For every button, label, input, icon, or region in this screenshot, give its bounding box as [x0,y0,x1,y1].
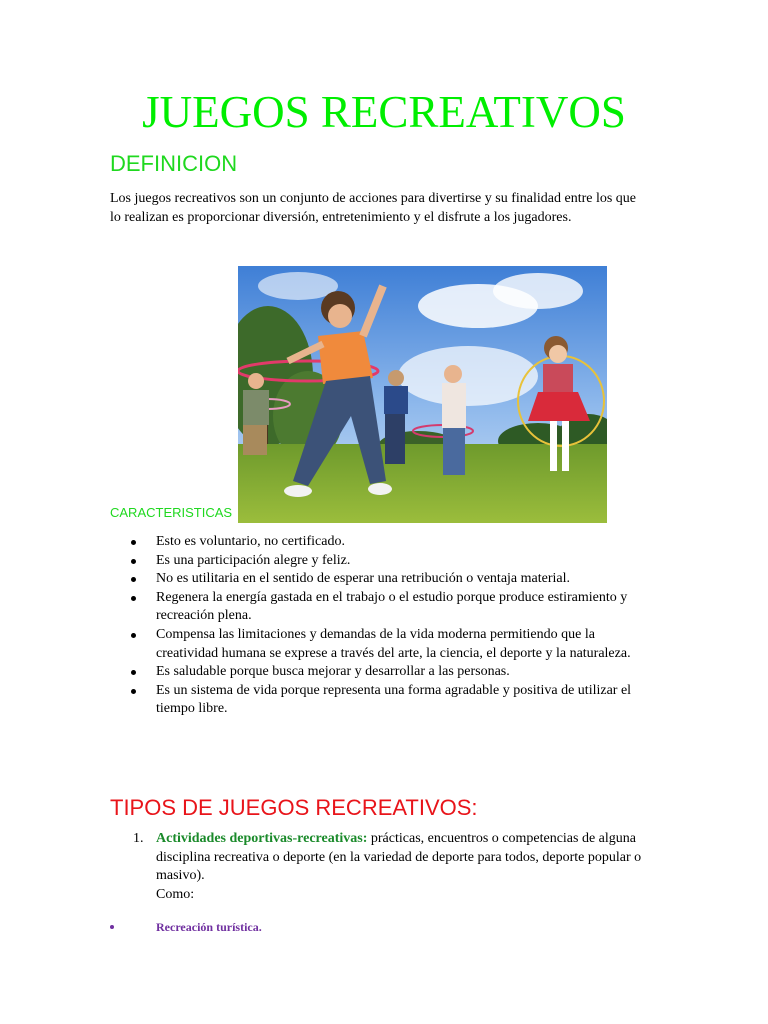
bullet-icon [131,596,136,601]
definicion-heading: DEFINICION [110,151,238,176]
bullet-icon [131,577,136,582]
tipos-item-como: Como: [156,886,195,902]
caracteristicas-heading: CARACTERISTICAS [110,505,233,520]
bullet-icon [110,925,114,929]
list-item-text: Regenera la energía gastada en el trabajo o el estudio porque produce estiramiento y recreación plena. [156,589,628,624]
tipos-heading: TIPOS DE JUEGOS RECREATIVOS: [110,795,478,820]
bullet-icon [131,670,136,675]
sub-item-text: Recreación turística. [156,920,262,934]
list-item-text: Es un sistema de vida porque representa una forma agradable y positiva de utilizar el tiempo libre. [156,682,632,717]
list-item-text: Esto es voluntario, no certificado. [156,534,345,549]
list-item [110,682,650,719]
list-item [110,570,650,589]
tipos-sub-item [110,918,650,936]
bullet-icon [131,559,136,564]
list-item [110,663,650,682]
caracteristicas-list [110,533,650,719]
tipos-item-body [156,830,655,904]
list-item-text: Es saludable porque busca mejorar y desarrollar a las personas. [156,664,510,680]
definicion-paragraph: Los juegos recreativos son un conjunto de acciones para divertirse y su finalidad entre los que lo realizan es proporcionar diversión, entretenimiento y el disfrute a los jugadores. [110,191,637,225]
tipos-item-text: prácticas, encuentros o competencias de alguna disciplina recreativa o deporte (en la variedad de deporte para todos, deporte popular o masivo). [156,831,642,883]
tipos-list-item [110,830,655,904]
bullet-icon [131,540,136,545]
list-item-text: No es utilitaria en el sentido de esperar una retribución o ventaja material. [156,571,571,587]
list-item [110,533,650,552]
list-item-text: Compensa las limitaciones y demandas de la vida moderna permitiendo que la creatividad humana se exprese a través del arte, la ciencia, el deporte y la naturaleza. [156,626,631,661]
list-item [110,589,650,626]
page-title: JUEGOS RECREATIVOS [142,87,626,137]
list-item-text: Es una participación alegre y feliz. [156,552,351,568]
bullet-icon [131,633,136,638]
children-hula-hoop-photo [238,266,607,523]
tipos-item-lead: Actividades deportivas-recreativas: [156,831,368,846]
list-number: 1. [133,831,144,846]
bullet-icon [131,689,136,694]
list-item [110,626,650,663]
list-item [110,552,650,571]
